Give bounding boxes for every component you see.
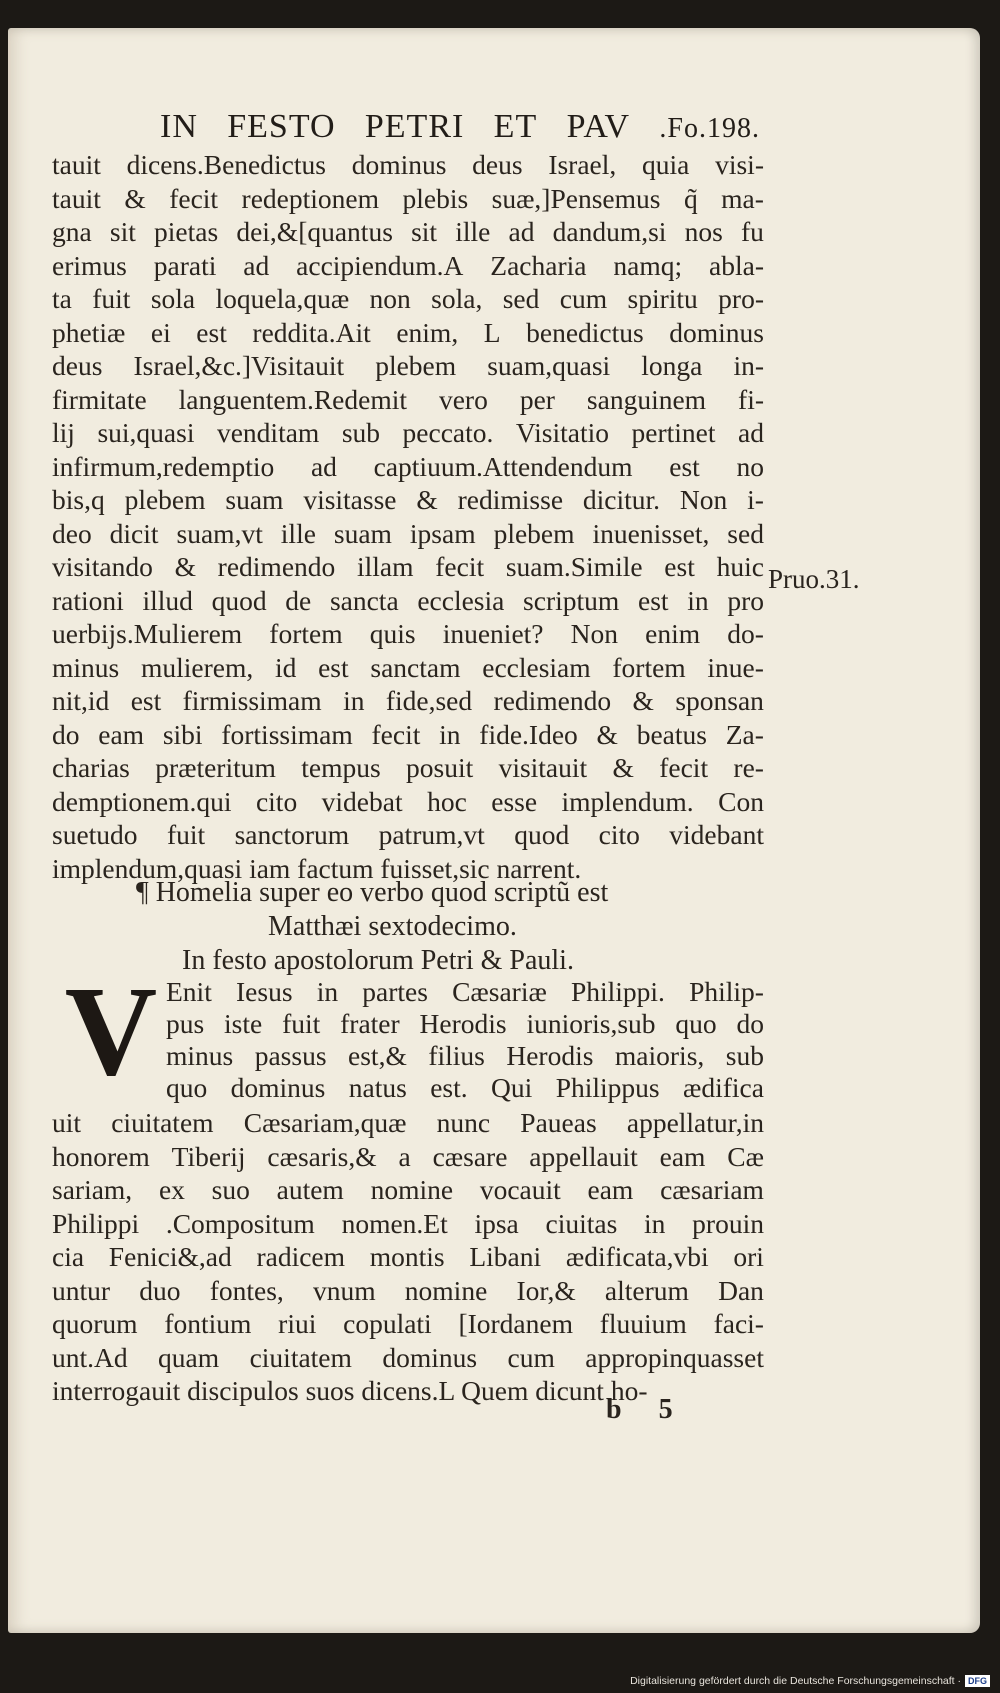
text-line: honorem Tiberij cæsaris,& a cæsare appellauit eam Cæ xyxy=(52,1140,764,1172)
text-line: cia Fenici&,ad radicem montis Libani ædificata,vbi ori xyxy=(52,1241,764,1272)
text-line: do eam sibi fortissimam fecit in fide.Ideo & beatus Za- xyxy=(52,718,764,750)
homily-heading xyxy=(136,876,756,978)
text-line: quo dominus natus est. Qui Philippus ædifica xyxy=(166,1072,764,1103)
text-line: phetiæ ei est reddita.Ait enim, L benedictus dominus xyxy=(52,316,764,348)
text-line: tauit & fecit redeptionem plebis suæ,]Pensemus q̃ ma- xyxy=(52,182,764,214)
indented-text-block xyxy=(166,976,764,1104)
text-line: lij sui,quasi venditam sub peccato. Visitatio pertinet ad xyxy=(52,417,764,448)
text-line: bis,q plebem suam visitasse & redimisse dicitur. Non i- xyxy=(52,484,764,515)
main-text-block xyxy=(52,148,764,885)
text-line: deo dicit suam,vt ille suam ipsam plebem inuenisset, sed xyxy=(52,517,764,549)
text-line: interrogauit discipulos suos dicens.L Quem dicunt ho- xyxy=(52,1375,648,1406)
text-line: rationi illud quod de sancta ecclesia scriptum est in pro xyxy=(52,584,764,616)
text-line: minus passus est,& filius Herodis maioris, sub xyxy=(166,1040,764,1071)
text-line: suetudo fuit sanctorum patrum,vt quod cito videbant xyxy=(52,819,764,850)
continuation-text-block xyxy=(52,1106,764,1408)
homily-title-line: ¶ Homelia super eo verbo quod scriptũ est xyxy=(136,877,609,908)
text-line: Philippi .Compositum nomen.Et ipsa ciuitas in prouin xyxy=(52,1207,764,1239)
header-word: ET xyxy=(493,108,538,145)
text-line: uit ciuitatem Cæsariam,quæ nunc Paueas appellatur,in xyxy=(52,1107,764,1138)
text-line: infirmum,redemptio ad captiuum.Attendendum est no xyxy=(52,450,764,482)
header-word: PETRI xyxy=(364,108,465,145)
text-line: nit,id est firmissimam in fide,sed redimendo & sponsan xyxy=(52,685,764,716)
text-line: untur duo fontes, vnum nomine Ior,& alterum Dan xyxy=(52,1274,764,1306)
text-line: implendum,quasi iam factum fuisset,sic narrent. xyxy=(52,852,582,884)
header-word: IN xyxy=(160,108,198,145)
text-line: tauit dicens.Benedictus dominus deus Israel, quia visi- xyxy=(52,149,764,180)
margin-note: Pruo.31. xyxy=(768,564,860,594)
homily-title-line: In festo apostolorum Petri & Pauli. xyxy=(182,945,574,976)
decorated-initial: V xyxy=(64,960,158,1102)
text-line: erimus parati ad accipiendum.A Zacharia namq; abla- xyxy=(52,249,764,281)
text-line: deus Israel,&c.]Visitauit plebem suam,quasi longa in- xyxy=(52,350,764,381)
footer-credit xyxy=(630,1672,990,1690)
text-line: firmitate languentem.Redemit vero per sanguinem fi- xyxy=(52,383,764,415)
header-word: FESTO xyxy=(227,108,336,145)
homily-title-line: Matthæi sextodecimo. xyxy=(268,911,517,942)
text-line: visitando & redimendo illam fecit suam.Simile est huic xyxy=(52,551,764,582)
text-line: pus iste fuit frater Herodis iunioris,sub quo do xyxy=(166,1008,764,1039)
text-line: uerbijs.Mulierem fortem quis inueniet? Non enim do- xyxy=(52,618,764,649)
text-line: unt.Ad quam ciuitatem dominus cum appropinquasset xyxy=(52,1341,764,1373)
text-line: minus mulierem, id est sanctam ecclesiam fortem inue- xyxy=(52,651,764,683)
text-line: sariam, ex suo autem nomine vocauit eam cæsariam xyxy=(52,1174,764,1205)
text-line: gna sit pietas dei,&[quantus sit ille ad dandum,si nos fu xyxy=(52,216,764,247)
dfg-logo: DFG xyxy=(965,1675,990,1687)
text-line: charias præteritum tempus posuit visitauit & fecit re- xyxy=(52,752,764,783)
signature-mark: b 5 xyxy=(606,1394,673,1425)
header-word: PAV xyxy=(566,108,631,145)
footer-text: Digitalisierung gefördert durch die Deutsche Forschungsgemeinschaft · xyxy=(630,1675,961,1687)
text-line: demptionem.qui cito videbat hoc esse implendum. Con xyxy=(52,785,764,817)
text-line: Enit Iesus in partes Cæsariæ Philippi. Philip- xyxy=(166,976,764,1007)
text-line: quorum fontium riui copulati [Iordanem fluuium faci- xyxy=(52,1308,764,1339)
folio-number: .Fo.198. xyxy=(659,113,760,144)
text-line: ta fuit sola loquela,quæ non sola, sed cum spiritu pro- xyxy=(52,283,764,314)
